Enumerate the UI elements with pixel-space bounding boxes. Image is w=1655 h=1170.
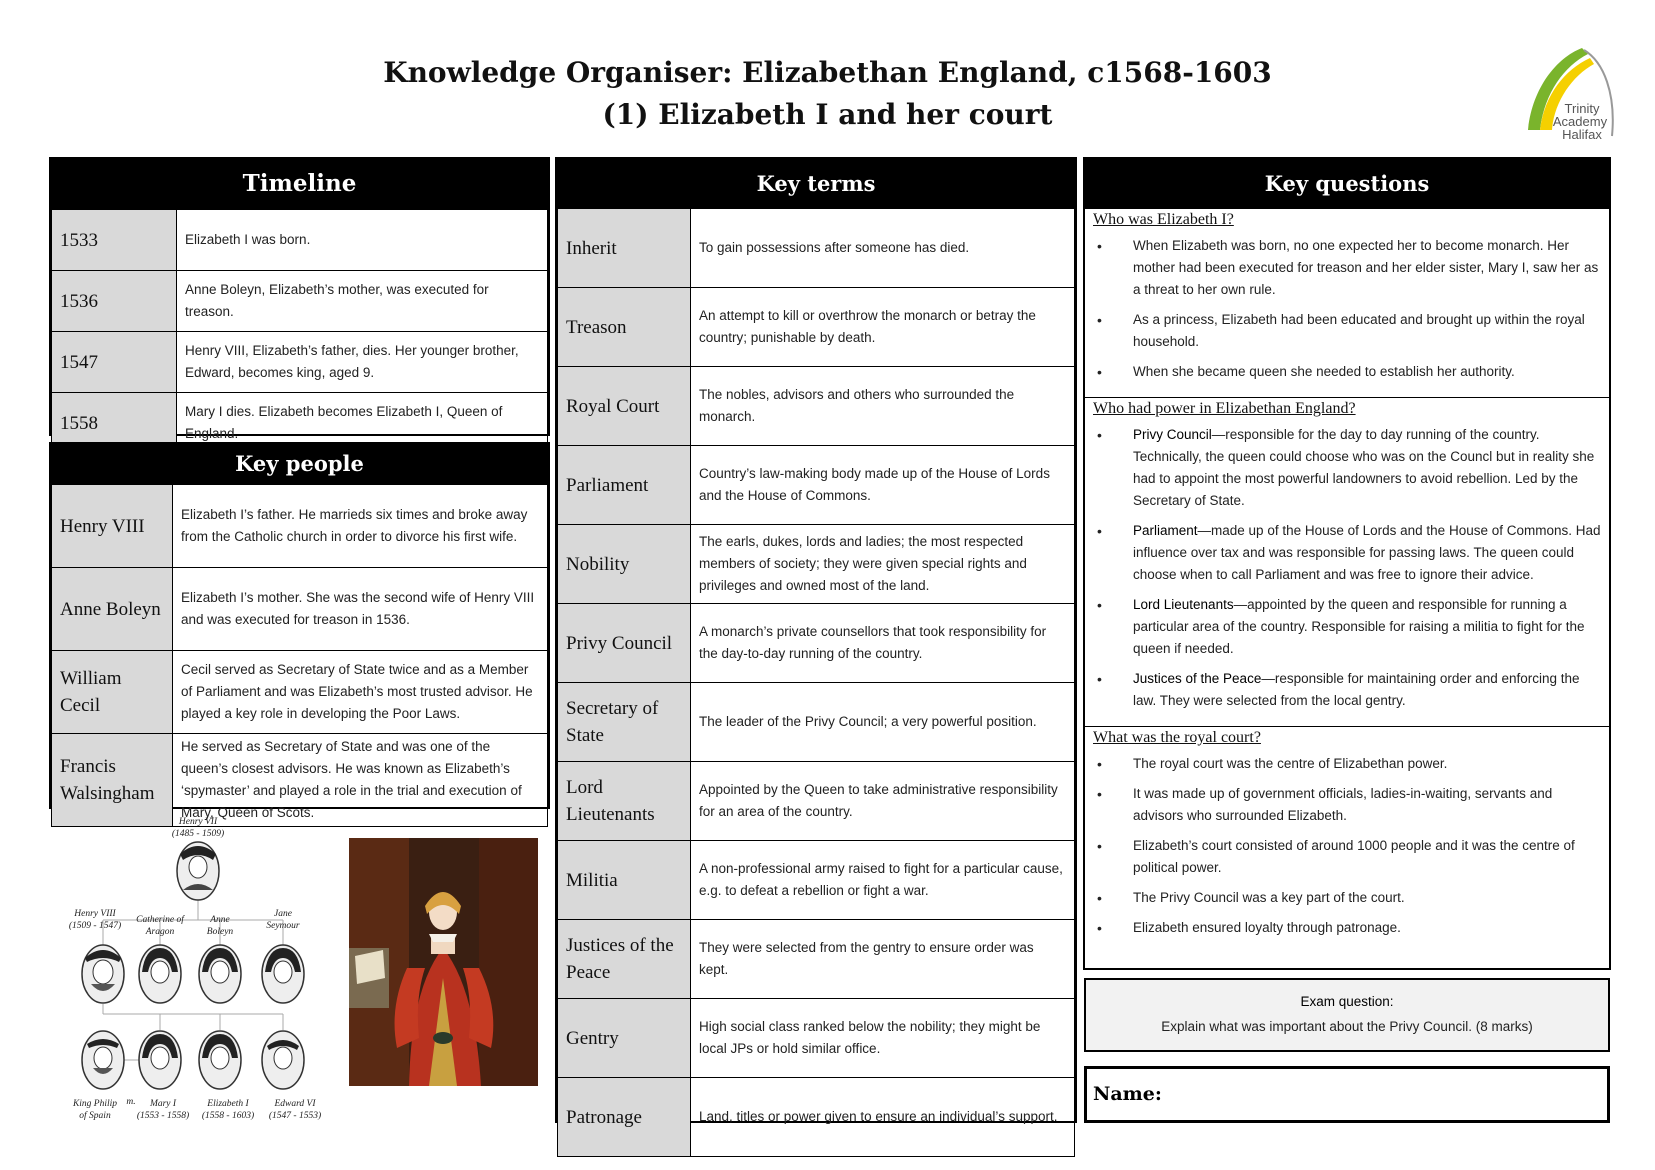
answer-list	[1093, 753, 1601, 939]
portrait-icon	[82, 945, 124, 1003]
name-label: Name:	[1093, 1083, 1162, 1105]
person-name: Henry VIII	[52, 485, 173, 568]
answer-keyword: Parliament	[1133, 523, 1198, 538]
portrait-icon	[262, 945, 304, 1003]
key-questions-panel	[1083, 157, 1611, 970]
exam-question-box	[1084, 978, 1610, 1052]
table-row	[52, 271, 548, 332]
list-item	[1093, 594, 1601, 660]
portrait-icon	[139, 1031, 181, 1089]
timeline-heading: Timeline	[51, 159, 548, 209]
answer-keyword: Privy Council	[1133, 427, 1212, 442]
tree-dates: (1485 - 1509)	[171, 829, 225, 839]
question-section	[1085, 727, 1609, 953]
term: Justices of the Peace	[558, 920, 691, 999]
page-title: Knowledge Organiser: Elizabethan England, c1568-1603	[383, 56, 1272, 89]
person-desc: Elizabeth I’s father. He marrieds six times and broke away from the Catholic church in order to divorce his first wife.	[173, 485, 548, 568]
timeline-event: Mary I dies. Elizabeth becomes Elizabeth I, Queen of England.	[177, 393, 548, 454]
table-row	[52, 651, 548, 734]
list-item	[1093, 917, 1601, 939]
tree-dates: Boleyn	[206, 927, 234, 937]
table-row	[558, 920, 1075, 999]
term-definition: A non-professional army raised to fight for a particular cause, e.g. to defeat a rebellion or fight a war.	[691, 841, 1075, 920]
answer-text: It was made up of government officials, ladies-in-waiting, servants and advisors who surrounded Elizabeth.	[1133, 786, 1553, 823]
timeline-year: 1533	[52, 210, 177, 271]
key-terms-table	[557, 209, 1075, 1157]
table-row	[52, 332, 548, 393]
portrait-icon	[199, 945, 241, 1003]
list-item	[1093, 235, 1601, 301]
list-item	[1093, 309, 1601, 353]
tree-name: Anne	[210, 915, 230, 925]
marriage-mark: m.	[126, 1097, 136, 1107]
term: Parliament	[558, 446, 691, 525]
tree-name: Catherine of	[136, 915, 184, 925]
table-row	[558, 1078, 1075, 1157]
answer-keyword: Lord Lieutenants	[1133, 597, 1234, 612]
key-people-panel	[49, 442, 550, 820]
term-definition: An attempt to kill or overthrow the monarch or betray the country; punishable by death.	[691, 288, 1075, 367]
logo-text-3: Halifax	[1562, 127, 1602, 142]
tree-name: Jane	[274, 909, 292, 919]
answer-list	[1093, 235, 1601, 383]
list-item	[1093, 520, 1601, 586]
term: Patronage	[558, 1078, 691, 1157]
tree-dates: (1547 - 1553)	[268, 1111, 322, 1121]
tree-name: King Philip	[72, 1099, 118, 1109]
name-field[interactable]	[1084, 1066, 1610, 1123]
question-section	[1085, 398, 1609, 727]
table-row	[52, 568, 548, 651]
table-row	[558, 209, 1075, 288]
term: Royal Court	[558, 367, 691, 446]
person-name: Francis Walsingham	[52, 734, 173, 827]
list-item	[1093, 361, 1601, 383]
exam-question-text: Explain what was important about the Privy Council. (8 marks)	[1161, 1019, 1533, 1034]
person-name: William Cecil	[52, 651, 173, 734]
term-definition: The nobles, advisors and others who surrounded the monarch.	[691, 367, 1075, 446]
tree-dates: of Spain	[79, 1111, 111, 1121]
tudor-family-tree	[55, 812, 335, 1130]
logo-text-2: Academy	[1552, 114, 1608, 129]
portrait-icon	[199, 1031, 241, 1089]
tree-name: Elizabeth I	[207, 1099, 249, 1109]
term-definition: Appointed by the Queen to take administrative responsibility for an area of the country.	[691, 762, 1075, 841]
school-logo	[1524, 44, 1614, 144]
table-row	[558, 762, 1075, 841]
logo-text-1: Trinity	[1564, 101, 1600, 116]
table-row	[52, 210, 548, 271]
answer-text: —responsible for the day to day running of the country. Technically, the queen could choose who was on the Councl but in reality she had to appoint the most powerful landowners to avoid rebellion. Led by the Secretary of State.	[1133, 427, 1595, 508]
portrait-icon	[82, 1031, 124, 1089]
table-row	[558, 525, 1075, 604]
list-item	[1093, 835, 1601, 879]
timeline-event: Elizabeth I was born.	[177, 210, 548, 271]
tree-dates: Seymour	[266, 921, 300, 931]
key-people-heading: Key people	[51, 444, 548, 484]
person-desc: Cecil served as Secretary of State twice and as a Member of Parliament and was Elizabeth’s most trusted advisor. He played a key role in developing the Poor Laws.	[173, 651, 548, 734]
tree-name: Henry VII	[178, 817, 218, 827]
answer-keyword: Justices of the Peace	[1133, 671, 1262, 686]
term: Nobility	[558, 525, 691, 604]
key-terms-panel	[555, 157, 1077, 1128]
answer-text: When she became queen she needed to establish her authority.	[1133, 364, 1515, 379]
answer-text: When Elizabeth was born, no one expected her to become monarch. Her mother had been executed for treason and her elder sister, Mary I, saw her as a threat to her own rule.	[1133, 238, 1599, 297]
person-name: Anne Boleyn	[52, 568, 173, 651]
page-subtitle: (1) Elizabeth I and her court	[602, 98, 1053, 131]
table-row	[558, 683, 1075, 762]
table-row	[558, 446, 1075, 525]
answer-text: The Privy Council was a key part of the court.	[1133, 890, 1405, 905]
key-people-table	[51, 484, 548, 827]
answer-text: —made up of the House of Lords and the House of Commons. Had influence over tax and was responsible for passing laws. The queen could choose when to call Parliament and was free to ignore their advice.	[1133, 523, 1601, 582]
question-section	[1085, 209, 1609, 398]
tree-name: Henry VIII	[74, 909, 116, 919]
answer-list	[1093, 424, 1601, 712]
answer-text: The royal court was the centre of Elizabethan power.	[1133, 756, 1448, 771]
term: Gentry	[558, 999, 691, 1078]
term: Lord Lieutenants	[558, 762, 691, 841]
table-row	[52, 485, 548, 568]
table-row	[558, 604, 1075, 683]
timeline-event: Anne Boleyn, Elizabeth’s mother, was executed for treason.	[177, 271, 548, 332]
question-title: Who was Elizabeth I?	[1093, 211, 1234, 228]
timeline-year: 1536	[52, 271, 177, 332]
table-row	[558, 367, 1075, 446]
tree-name: Edward VI	[274, 1099, 316, 1109]
term-definition: They were selected from the gentry to ensure order was kept.	[691, 920, 1075, 999]
term: Privy Council	[558, 604, 691, 683]
person-desc: He served as Secretary of State and was one of the queen’s closest advisors. He was known as Elizabeth’s ‘spymaster’ and played a role in the trial and execution of Mary, Queen of Scots.	[173, 734, 548, 827]
answer-text: Elizabeth’s court consisted of around 1000 people and it was the centre of political power.	[1133, 838, 1575, 875]
elizabeth-portrait-image	[349, 838, 538, 1086]
exam-question-title: Exam question:	[1300, 994, 1394, 1009]
timeline-table	[51, 209, 548, 454]
term: Secretary of State	[558, 683, 691, 762]
tree-dates: (1509 - 1547)	[68, 921, 122, 931]
term: Treason	[558, 288, 691, 367]
timeline-year: 1558	[52, 393, 177, 454]
term: Militia	[558, 841, 691, 920]
term-definition: High social class ranked below the nobility; they might be local JPs or hold similar office.	[691, 999, 1075, 1078]
term: Inherit	[558, 209, 691, 288]
list-item	[1093, 753, 1601, 775]
timeline-panel	[49, 157, 550, 441]
key-terms-heading: Key terms	[557, 159, 1075, 209]
list-item	[1093, 887, 1601, 909]
list-item	[1093, 668, 1601, 712]
term-definition: The earls, dukes, lords and ladies; the most respected members of society; they were given special rights and privileges and owned most of the land.	[691, 525, 1075, 604]
answer-text: As a princess, Elizabeth had been educated and brought up within the royal household.	[1133, 312, 1585, 349]
tree-name: Mary I	[149, 1099, 177, 1109]
question-title: What was the royal court?	[1093, 729, 1261, 746]
tree-dates: (1553 - 1558)	[136, 1111, 190, 1121]
term-definition: A monarch’s private counsellors that took responsibility for the day-to-day running of the country.	[691, 604, 1075, 683]
answer-text: —responsible for maintaining order and enforcing the law. They were selected from the local gentry.	[1133, 671, 1580, 708]
tree-dates: Aragon	[145, 927, 175, 937]
tree-lines	[103, 900, 283, 1060]
person-desc: Elizabeth I’s mother. She was the second wife of Henry VIII and was executed for treason in 1536.	[173, 568, 548, 651]
timeline-year: 1547	[52, 332, 177, 393]
answer-text: —appointed by the queen and responsible for running a particular area of the country. Responsible for raising a militia to fight for the queen if needed.	[1133, 597, 1585, 656]
key-questions-heading: Key questions	[1085, 159, 1609, 209]
portrait-icon	[139, 945, 181, 1003]
list-item	[1093, 783, 1601, 827]
portrait-icon	[262, 1031, 304, 1089]
portrait-icon	[177, 842, 219, 900]
term-definition: The leader of the Privy Council; a very powerful position.	[691, 683, 1075, 762]
term-definition: Country’s law-making body made up of the House of Lords and the House of Commons.	[691, 446, 1075, 525]
term-definition: Land, titles or power given to ensure an individual’s support.	[691, 1078, 1075, 1157]
answer-text: Elizabeth ensured loyalty through patronage.	[1133, 920, 1401, 935]
list-item	[1093, 424, 1601, 512]
table-row	[558, 999, 1075, 1078]
timeline-event: Henry VIII, Elizabeth’s father, dies. Her younger brother, Edward, becomes king, aged 9.	[177, 332, 548, 393]
term-definition: To gain possessions after someone has died.	[691, 209, 1075, 288]
question-title: Who had power in Elizabethan England?	[1093, 400, 1356, 417]
table-row	[558, 288, 1075, 367]
table-row	[558, 841, 1075, 920]
tree-dates: (1558 - 1603)	[201, 1111, 255, 1121]
